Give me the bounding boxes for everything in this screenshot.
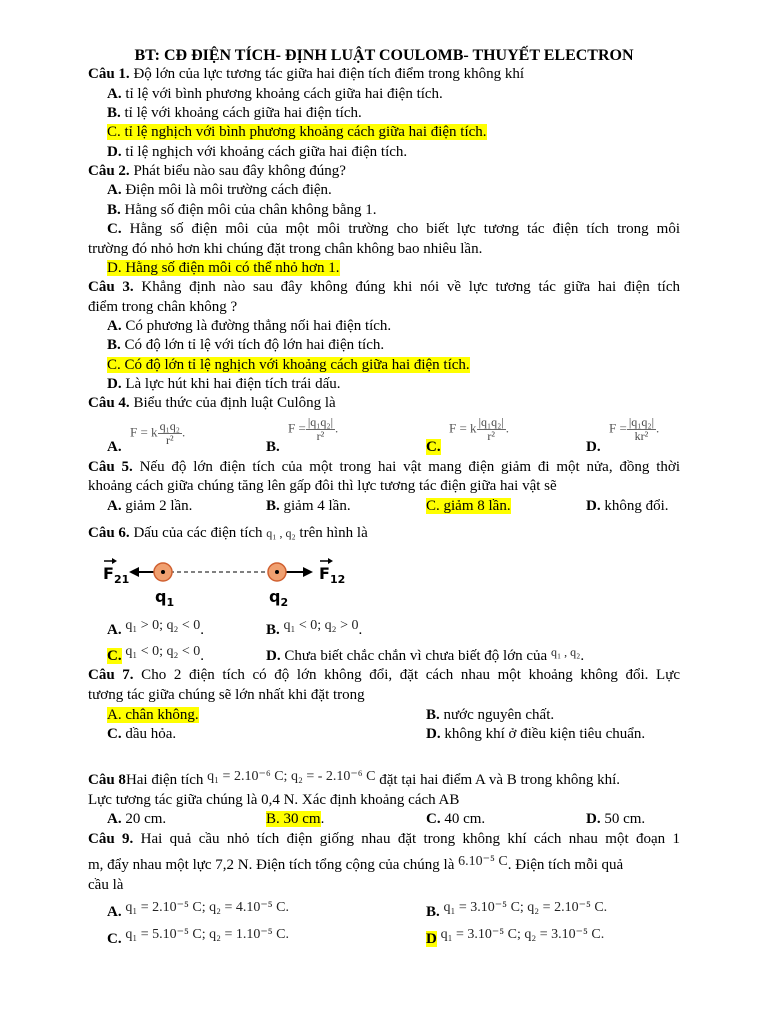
q9-option-a[interactable]: A. q₁ = 2.10⁻⁵ C; q₂ = 4.10⁻⁵ C.: [107, 900, 290, 920]
question-8-cont: Lực tương tác giữa chúng là 0,4 N. Xác định khoảng cách AB: [88, 792, 460, 808]
question-2: Câu 2. Phát biểu nào sau đây không đúng?: [88, 163, 346, 179]
q7-option-c[interactable]: C. dầu hỏa.: [107, 726, 177, 742]
q4-option-c[interactable]: [426, 438, 441, 457]
q5-option-c[interactable]: [426, 497, 511, 516]
q7-option-a[interactable]: [107, 706, 199, 725]
q1-option-b[interactable]: B. tỉ lệ với khoảng cách giữa hai điện tích.: [107, 105, 362, 121]
q4-formula-c: F = k $\frac{\text{|q₁q₂|}}{\text{r²}}$ .: [449, 415, 509, 443]
q1-option-c[interactable]: [107, 123, 680, 142]
highlighted-answer: C. tỉ lệ nghịch với bình phương khoảng cách giữa hai điện tích.: [107, 124, 487, 140]
q3-option-d[interactable]: D. Là lực hút khi hai điện tích trái dấu.: [107, 376, 341, 392]
highlighted-answer: C. Có độ lớn tỉ lệ nghịch với khoảng cách giữa hai điện tích.: [107, 357, 470, 373]
q2-option-a[interactable]: A. Điện môi là môi trường cách điện.: [107, 182, 332, 198]
q2-option-b[interactable]: B. Hằng số điện môi của chân không bằng 1.: [107, 202, 377, 218]
question-7-cont: tương tác giữa chúng sẽ lớn nhất khi đặt trong: [88, 687, 365, 703]
q3-option-b[interactable]: B. Có độ lớn tỉ lệ với tích độ lớn hai điện tích.: [107, 337, 385, 353]
question-3: Câu 3. Khẳng định nào sau đây không đúng khi nói về lực tương tác giữa hai điện tích: [88, 279, 680, 295]
question-3-cont: điểm trong chân không ?: [88, 299, 238, 315]
arrow-head-left-icon: [129, 567, 139, 577]
q2-option-c[interactable]: C. Hằng số điện môi của một môi trường cho biết lực tương tác điện tích trong môi: [107, 221, 680, 237]
q4-option-d[interactable]: D.: [586, 439, 601, 455]
question-7: Câu 7. Cho 2 điện tích có độ lớn không đổi, đặt cách nhau một khoảng không đổi. Lực: [88, 667, 680, 683]
highlighted-answer: C.: [426, 439, 441, 455]
q6-option-a[interactable]: A. q₁ > 0; q₂ < 0.: [107, 618, 205, 638]
question-6: Câu 6. Dấu của các điện tích q₁ , q₂ trên hình là: [88, 525, 368, 541]
q8-option-a[interactable]: A. 20 cm.: [107, 811, 167, 827]
question-9-cont: m, đẩy nhau một lực 7,2 N. Điện tích tổng cộng của chúng là 6.10⁻⁵ C. Điện tích mỗi quả: [88, 854, 624, 873]
q9-option-b[interactable]: B. q₁ = 3.10⁻⁵ C; q₂ = 2.10⁻⁵ C.: [426, 900, 608, 920]
page-title: BT: CĐ ĐIỆN TÍCH- ĐỊNH LUẬT COULOMB- THUYẾT ELECTRON: [134, 47, 634, 64]
question-9: Câu 9. Hai quả cầu nhỏ tích điện giống nhau đặt trong không khí cách nhau một đoạn 1: [88, 831, 680, 847]
highlighted-answer: C. giảm 8 lần.: [426, 498, 511, 514]
q7-option-b[interactable]: B. nước nguyên chất.: [426, 707, 555, 723]
highlighted-answer: C.: [107, 648, 122, 664]
question-9-cont2: cầu là: [88, 877, 124, 893]
q4-formula-b: F = $\frac{\text{|q₁q₂|}}{\text{r²}}$ .: [288, 415, 339, 443]
highlighted-answer: D. Hằng số điện môi có thể nhỏ hơn 1.: [107, 260, 340, 276]
arrow-head-right-icon: [303, 567, 313, 577]
question-1: Câu 1. Độ lớn của lực tương tác giữa hai điện tích điểm trong không khí: [88, 66, 525, 82]
q4-option-b[interactable]: B.: [266, 439, 280, 455]
q5-option-a[interactable]: A. giảm 2 lần.: [107, 498, 193, 514]
label-f12: $F_{12}$: [319, 564, 346, 586]
highlighted-answer: A. chân không.: [107, 707, 199, 723]
highlighted-answer: B. 30 cm: [266, 811, 321, 827]
question-8: Câu 8Hai điện tích q₁ = 2.10⁻⁶ C; q₂ = - 2.10⁻⁶ C đặt tại hai điểm A và B trong không khí.: [88, 769, 621, 788]
q8-option-c[interactable]: C. 40 cm.: [426, 811, 486, 827]
q6-option-b[interactable]: B. q₁ < 0; q₂ > 0.: [266, 618, 363, 638]
q3-option-a[interactable]: A. Có phương là đường thẳng nối hai điện tích.: [107, 318, 392, 334]
q5-option-b[interactable]: B. giảm 4 lần.: [266, 498, 351, 514]
q9-option-c[interactable]: C. q₁ = 5.10⁻⁵ C; q₂ = 1.10⁻⁵ C.: [107, 927, 290, 947]
q6-option-c[interactable]: C. q₁ < 0; q₂ < 0.: [107, 644, 205, 664]
highlighted-answer: D: [426, 931, 437, 947]
label-q2: $q_2$: [269, 587, 289, 609]
q6-option-d[interactable]: D. Chưa biết chắc chắn vì chưa biết độ lớn của $^{q_1 , q_2}$.: [266, 645, 585, 664]
question-5-cont: khoảng cách giữa chúng tăng lên gấp đôi thì lực tương tác điện giữa hai vật sẽ: [88, 478, 557, 494]
label-q1: $q_1$: [155, 587, 175, 609]
question-4: Câu 4. Biểu thức của định luật Culông là: [88, 395, 336, 411]
q1-option-a[interactable]: A. tỉ lệ với bình phương khoảng cách giữa hai điện tích.: [107, 86, 443, 102]
q9-option-d[interactable]: D q₁ = 3.10⁻⁵ C; q₂ = 3.10⁻⁵ C.: [426, 927, 605, 947]
q2-option-d[interactable]: [107, 259, 680, 278]
charge-diagram: [95, 552, 355, 612]
label-f21: $F_{21}$: [103, 564, 130, 586]
q2-option-c-cont: trường đó nhỏ hơn khi chúng đặt trong chân không bao nhiêu lần.: [88, 241, 483, 257]
q4-option-a[interactable]: A.: [107, 439, 122, 455]
q4-formula-d: F = $\frac{\text{|q₁q₂|}}{\text{kr²}}$ .: [609, 415, 660, 443]
q4-formula-a: F = k $\frac{\text{q₁q₂}}{\text{r²}}$ .: [130, 419, 186, 447]
q8-option-d[interactable]: D. 50 cm.: [586, 811, 646, 827]
q8-option-b[interactable]: B. 30 cm.: [266, 811, 325, 827]
q1-option-d[interactable]: D. tỉ lệ nghịch với khoảng cách giữa hai điện tích.: [107, 144, 408, 160]
q7-option-d[interactable]: D. không khí ở điều kiện tiêu chuẩn.: [426, 726, 646, 742]
q5-option-d[interactable]: D. không đổi.: [586, 498, 669, 514]
q3-option-c[interactable]: [107, 356, 680, 375]
question-5: Câu 5. Nếu độ lớn điện tích của một trong hai vật mang điện giảm đi một nửa, đồng thời: [88, 459, 680, 475]
